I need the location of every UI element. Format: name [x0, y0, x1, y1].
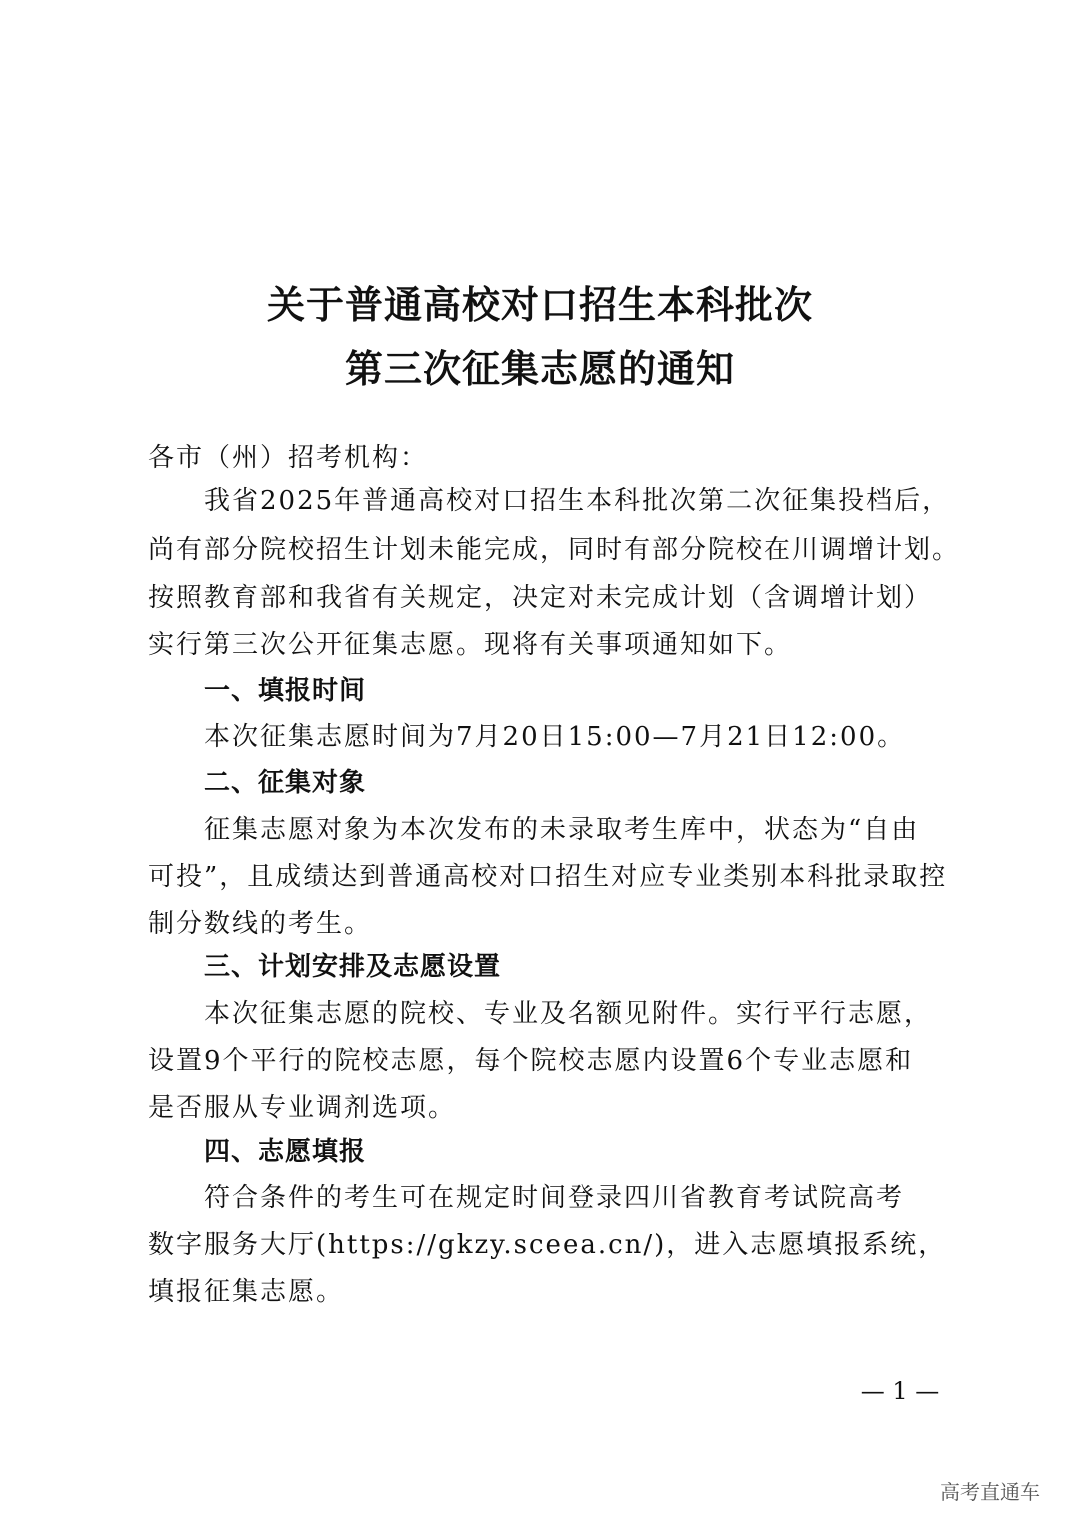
- intro-line: 尚有部分院校招生计划未能完成，同时有部分院校在川调增计划。: [148, 535, 961, 565]
- section-line: 数字服务大厅(https://gkzy.sceea.cn/)，进入志愿填报系统，: [148, 1230, 947, 1260]
- section-line: 设置9个平行的院校志愿，每个院校志愿内设置6个专业志愿和: [148, 1046, 914, 1076]
- intro-line: 实行第三次公开征集志愿。现将有关事项通知如下。: [148, 630, 793, 660]
- section-line: 征集志愿对象为本次发布的未录取考生库中，状态为“自由: [204, 815, 920, 845]
- section-heading-fill-time: 一、填报时间: [204, 676, 367, 706]
- watermark: 高考直通车: [940, 1480, 1040, 1504]
- page-number: — 1 —: [860, 1377, 940, 1405]
- section-line: 是否服从专业调剂选项。: [148, 1093, 457, 1123]
- intro-line: 按照教育部和我省有关规定，决定对未完成计划（含调增计划）: [148, 583, 933, 613]
- section-heading-target: 二、征集对象: [204, 768, 367, 798]
- section-heading-plan: 三、计划安排及志愿设置: [204, 952, 502, 982]
- section-line: 填报征集志愿。: [148, 1277, 345, 1307]
- intro-line: 我省2025年普通高校对口招生本科批次第二次征集投档后，: [204, 486, 951, 516]
- section-heading-filling: 四、志愿填报: [204, 1137, 367, 1167]
- salutation: 各市（州）招考机构：: [148, 443, 429, 473]
- section-line: 制分数线的考生。: [148, 909, 373, 939]
- section-line: 本次征集志愿的院校、专业及名额见附件。实行平行志愿，: [204, 999, 933, 1029]
- document-title-line-2: 第三次征集志愿的通知: [344, 347, 735, 391]
- section-line: 本次征集志愿时间为7月20日15:00—7月21日12:00。: [204, 722, 906, 752]
- section-line: 符合条件的考生可在规定时间登录四川省教育考试院高考: [204, 1183, 905, 1213]
- section-line: 可投”，且成绩达到普通高校对口招生对应专业类别本科批录取控: [148, 862, 948, 892]
- document-title-line-1: 关于普通高校对口招生本科批次: [266, 283, 813, 327]
